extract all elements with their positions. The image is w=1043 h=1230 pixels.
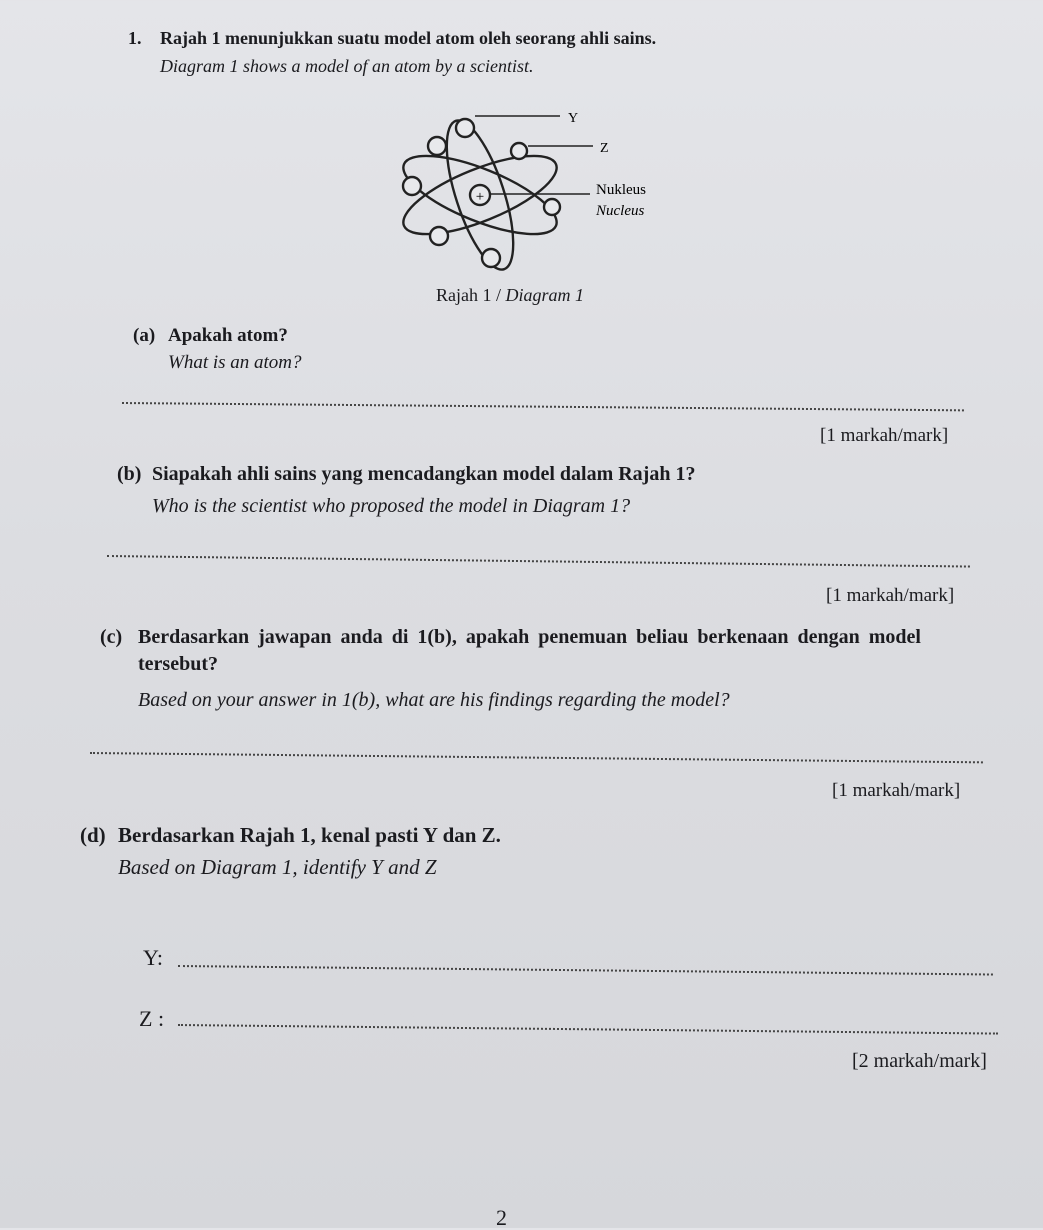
answer-z-label: Z : — [139, 1006, 165, 1031]
part-d-marks: [2 markah/mark] — [852, 1050, 987, 1072]
label-y: Y — [568, 111, 579, 126]
electron — [430, 227, 448, 245]
electron — [428, 137, 446, 155]
label-nucleus: Nucleus — [596, 203, 645, 219]
electron — [511, 143, 527, 159]
electron — [544, 199, 560, 215]
part-d-label: (d) — [80, 823, 106, 847]
diagram-caption — [436, 283, 584, 307]
label-nukleus: Nukleus — [596, 182, 646, 198]
answer-line-z[interactable] — [178, 1024, 998, 1035]
atom-model-diagram — [395, 108, 695, 268]
electron — [403, 177, 421, 195]
part-c-question-malay-line2: tersebut? — [138, 653, 218, 675]
page-number: 2 — [496, 1205, 507, 1230]
part-b-question-malay: Siapakah ahli sains yang mencadangkan model dalam Rajah 1? — [152, 463, 696, 485]
part-a-question-malay: Apakah atom? — [168, 325, 288, 346]
electron — [482, 249, 500, 267]
caption-malay: Rajah 1 / — [436, 285, 501, 305]
part-c-label: (c) — [100, 626, 123, 648]
part-c-marks: [1 markah/mark] — [832, 780, 961, 801]
part-c-question-english: Based on your answer in 1(b), what are his findings regarding the model? — [138, 689, 730, 711]
part-b-label: (b) — [117, 463, 142, 485]
label-z: Z — [600, 141, 609, 156]
question-stem-malay: Rajah 1 menunjukkan suatu model atom oleh seorang ahli sains. — [160, 28, 657, 48]
part-d-question-malay: Berdasarkan Rajah 1, kenal pasti Y dan Z. — [118, 823, 501, 847]
question-number: 1. — [128, 28, 142, 48]
part-a-label: (a) — [133, 325, 156, 346]
part-a-marks: [1 markah/mark] — [820, 425, 949, 446]
part-b-question-english: Who is the scientist who proposed the model in Diagram 1? — [152, 495, 631, 517]
answer-y-label: Y: — [143, 945, 163, 970]
part-d-question-english: Based on Diagram 1, identify Y and Z — [118, 855, 437, 879]
answer-line-y[interactable] — [178, 965, 993, 976]
answer-line-c[interactable] — [90, 752, 983, 763]
part-b-marks: [1 markah/mark] — [826, 585, 955, 606]
answer-line-b[interactable] — [107, 555, 970, 568]
caption-english: Diagram 1 — [505, 285, 585, 305]
nucleus-plus-sign: + — [475, 189, 485, 205]
part-a-question-english: What is an atom? — [168, 352, 302, 373]
electron — [456, 119, 474, 137]
question-stem-english: Diagram 1 shows a model of an atom by a scientist. — [160, 56, 534, 76]
answer-line-a[interactable] — [122, 402, 964, 411]
part-c-question-malay-line1: Berdasarkan jawapan anda di 1(b), apakah penemuan beliau berkenaan dengan model — [138, 626, 921, 648]
